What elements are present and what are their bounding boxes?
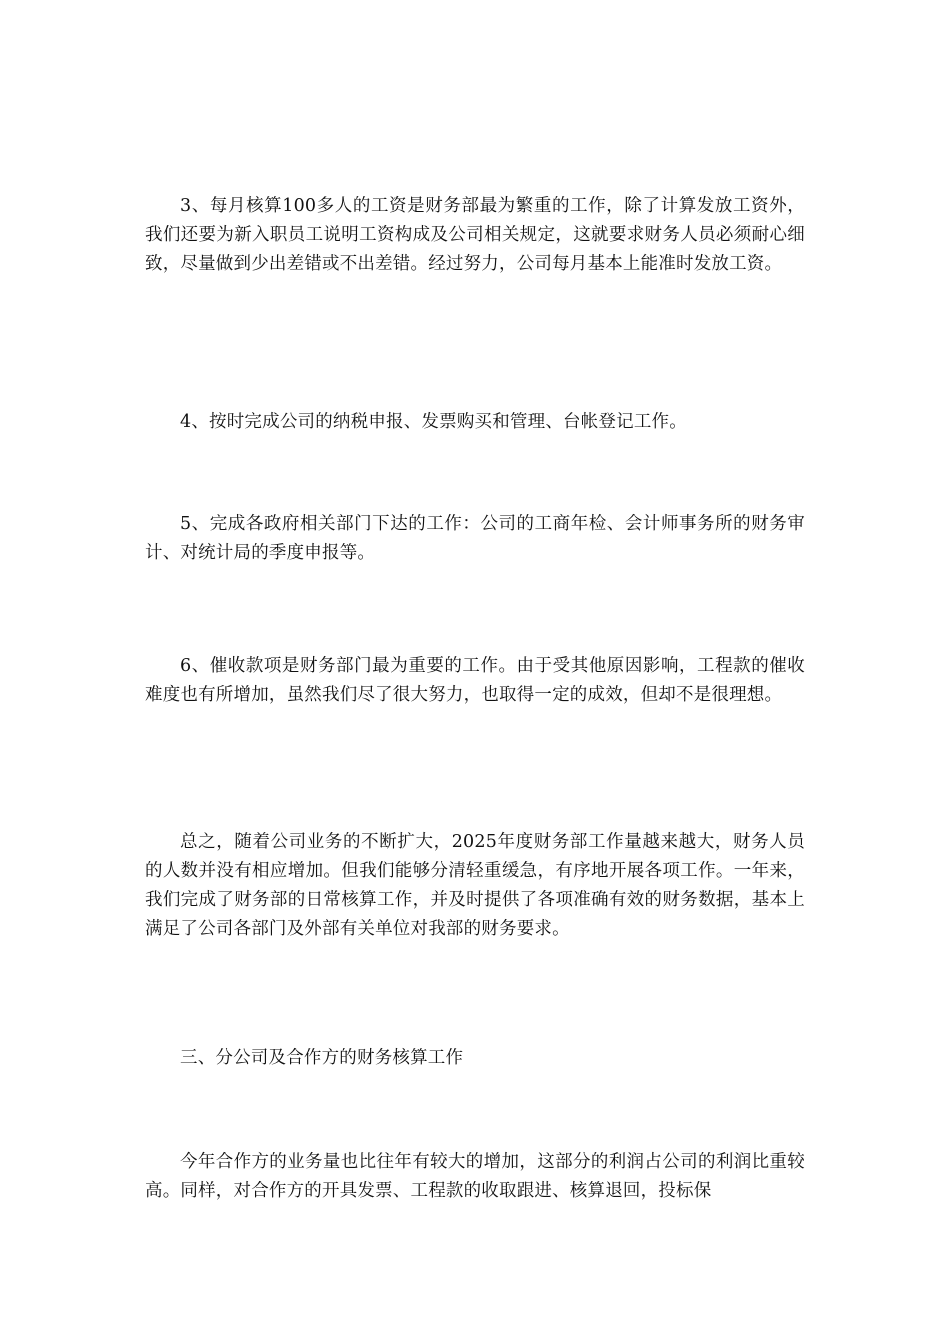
paragraph-government-tasks: 5、完成各政府相关部门下达的工作：公司的工商年检、会计师事务所的财务审计、对统计局的季度申报等。: [145, 514, 805, 563]
paragraph-tax-filing: 4、按时完成公司的纳税申报、发票购买和管理、台帐登记工作。: [180, 412, 687, 432]
paragraph-partners: 今年合作方的业务量也比往年有较大的增加，这部分的利润占公司的利润比重较高。同样，对合作方的开具发票、工程款的收取跟进、核算退回，投标保: [145, 1152, 805, 1201]
paragraph-collections: 6、催收款项是财务部门最为重要的工作。由于受其他原因影响，工程款的催收难度也有所增加，虽然我们尽了很大努力，也取得一定的成效，但却不是很理想。: [145, 656, 805, 705]
paragraph-payroll: 3、每月核算100多人的工资是财务部最为繁重的工作，除了计算发放工资外，我们还要为新入职员工说明工资构成及公司相关规定，这就要求财务人员必须耐心细致，尽量做到少出差错或不出差错。经过努力，公司每月基本上能准时发放工资。: [145, 196, 805, 274]
section-heading-branch-accounting: 三、分公司及合作方的财务核算工作: [180, 1048, 464, 1068]
paragraph-summary: 总之，随着公司业务的不断扩大，2025年度财务部工作量越来越大，财务人员的人数并没有相应增加。但我们能够分清轻重缓急，有序地开展各项工作。一年来，我们完成了财务部的日常核算工作，并及时提供了各项准确有效的财务数据，基本上满足了公司各部门及外部有关单位对我部的财务要求。: [145, 832, 805, 939]
